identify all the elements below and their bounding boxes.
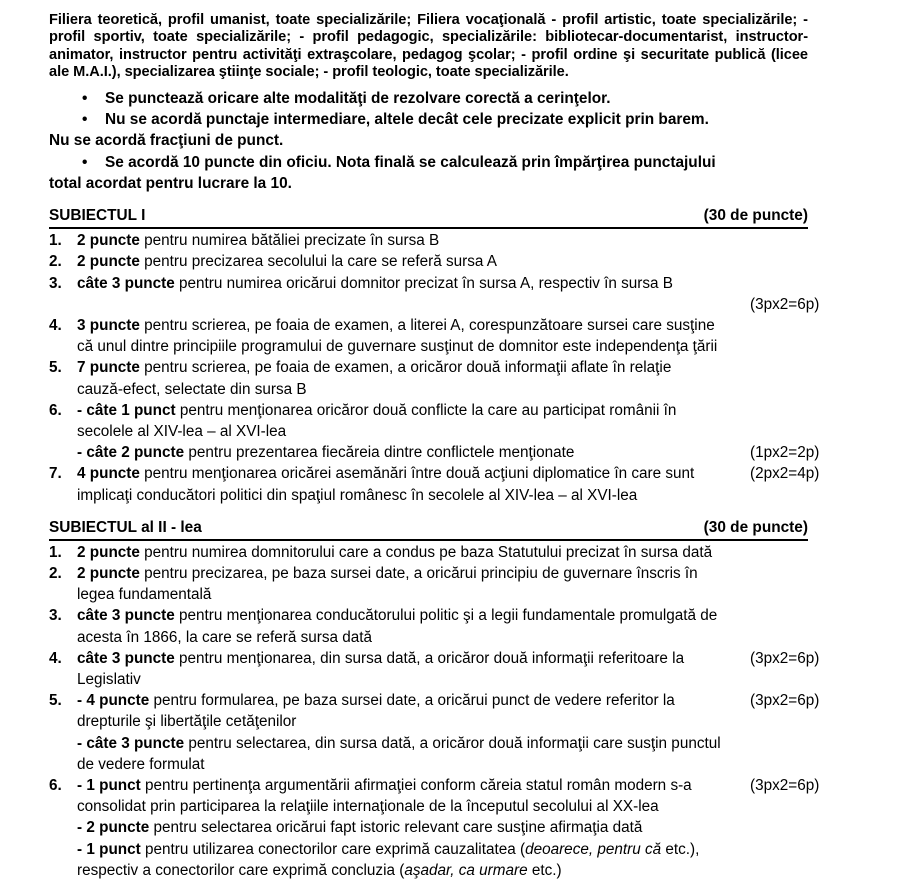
bullet-icon: • — [82, 110, 88, 128]
item-points-bold: - câte 2 puncte — [77, 444, 185, 462]
item-text — [77, 273, 808, 294]
item-points-bold: 7 puncte — [77, 359, 140, 377]
item-points-bold: 4 puncte — [77, 465, 140, 483]
item-text — [77, 357, 808, 378]
subiectul-1-item-list — [49, 230, 820, 506]
item-subtext-continued — [77, 860, 808, 881]
item-number: 3. — [49, 607, 62, 625]
item-text-continued: cauză-efect, selectate din sursa B — [77, 380, 307, 398]
item-body: pentru numirea bătăliei precizate în sursa B — [139, 232, 440, 250]
list-item — [49, 563, 808, 605]
item-points-annotation: (3px2=6p) — [750, 776, 820, 794]
bullet-item — [49, 109, 808, 152]
item-subbody: pentru prezentarea fiecăreia dintre conflictele menţionate — [184, 444, 575, 462]
item-subtext — [77, 817, 808, 838]
intro-paragraph: Filiera teoretică, profil umanist, toate specializările; Filiera vocaţională - profil artistic, toate specializările; - profil sportiv, toate specializările; - profil pedagogic, specializările: bibliotecar-documentarist, instructor-animator, instructor pentru activităţi extraşcolare, pedagog şcolar; - profil ordine şi securitate publică (licee ale M.A.I.), specializarea ştiinţe sociale; - profil teologic, toate specializările. — [49, 12, 808, 81]
item-text-continued: legea fundamentală — [77, 586, 212, 604]
bullet-text: Se acordă 10 puncte din oficiu. Nota finală se calculează prin împărţirea punctajului — [105, 153, 716, 171]
item-points-bold: - 1 punct — [77, 776, 141, 794]
item-number: 5. — [49, 359, 62, 377]
bullet-text-continued: Nu se acordă fracţiuni de punct. — [49, 132, 284, 150]
item-subbody: respectiv a conectorilor care exprimă concluzia ( — [77, 861, 405, 879]
item-points-annotation: (3px2=6p) — [750, 295, 820, 313]
item-text-continued: acesta în 1866, la care se referă sursa dată — [77, 628, 373, 646]
item-subtext — [77, 839, 808, 860]
item-body: pentru scrierea, pe foaia de examen, a literei A, corespunzătoare sursei care susţine — [139, 316, 715, 334]
section-heading-subiectul-2 — [49, 518, 808, 541]
bullet-icon: • — [82, 89, 88, 107]
item-text — [77, 463, 808, 484]
item-subtext — [77, 733, 808, 754]
item-number: 4. — [49, 316, 62, 334]
list-item — [49, 315, 808, 357]
item-text — [77, 690, 808, 711]
item-number: 5. — [49, 692, 62, 710]
item-body: pentru numirea oricărui domnitor precizat în sursa A, respectiv în sursa B — [174, 274, 673, 292]
item-text-continued: drepturile şi libertăţile cetăţenilor — [77, 713, 297, 731]
item-text-continued: consolidat prin participarea la relaţiile internaţionale de la începutul secolului al XX-lea — [77, 798, 659, 816]
item-subtext-continued: de vedere formulat — [77, 755, 205, 773]
item-text — [77, 775, 808, 796]
section-points: (30 de puncte) — [703, 207, 808, 225]
section-title: SUBIECTUL al II - lea — [49, 518, 202, 536]
item-body: pentru scrierea, pe foaia de examen, a oricăror două informaţii aflate în relaţie — [139, 359, 672, 377]
item-text — [77, 230, 808, 251]
item-points-bold: - 1 punct — [77, 840, 141, 858]
list-item — [49, 251, 808, 272]
item-subbody: pentru selectarea, din sursa dată, a oricăror două informaţii care susţin punctul — [184, 734, 721, 752]
bullet-text-continued: total acordat pentru lucrare la 10. — [49, 174, 292, 192]
general-rules-bullet-list — [49, 88, 808, 194]
item-number: 6. — [49, 401, 62, 419]
item-points-bold: câte 3 puncte — [77, 607, 175, 625]
section-points: (30 de puncte) — [703, 518, 808, 536]
italic-connector-example: aşadar, ca urmare — [404, 861, 528, 879]
item-text — [77, 648, 808, 669]
item-points-bold: 2 puncte — [77, 253, 140, 271]
item-points-bold: - câte 1 punct — [77, 401, 176, 419]
item-points-bold: 2 puncte — [77, 232, 140, 250]
item-number: 4. — [49, 649, 62, 667]
item-number: 2. — [49, 564, 62, 582]
item-text-continued: secolele al XIV-lea – al XVI-lea — [77, 422, 287, 440]
list-item — [49, 463, 808, 505]
list-item — [49, 357, 808, 399]
item-body: pentru precizarea, pe baza sursei date, a oricărui principiu de guvernare înscris în — [139, 564, 698, 582]
item-points-bold: 2 puncte — [77, 543, 140, 561]
bullet-text: Se punctează oricare alte modalităţi de rezolvare corectă a cerinţelor. — [105, 89, 611, 107]
item-points-annotation: (2px2=4p) — [750, 465, 820, 483]
item-subbody: pentru selectarea oricărui fapt istoric relevant care susţine afirmaţia dată — [149, 819, 643, 837]
item-text — [77, 563, 808, 584]
item-number: 1. — [49, 232, 62, 250]
italic-connector-example: deoarece, pentru că — [525, 840, 662, 858]
item-text — [77, 315, 808, 336]
item-text — [77, 542, 808, 563]
item-text-continued: implicaţi conducători politici din spaţiul românesc în secolele al XIV-lea – al XVI-lea — [77, 486, 638, 504]
item-points-annotation: (3px2=6p) — [750, 649, 820, 667]
item-points-bold: 2 puncte — [77, 564, 140, 582]
item-points-bold: - câte 3 puncte — [77, 734, 185, 752]
item-body: pentru precizarea secolului la care se referă sursa A — [139, 253, 498, 271]
item-points-bold: - 2 puncte — [77, 819, 150, 837]
item-text — [77, 251, 808, 272]
item-points-bold: - 4 puncte — [77, 692, 150, 710]
item-points-annotation: (1px2=2p) — [750, 444, 820, 462]
list-item — [49, 230, 808, 251]
item-body: pentru pertinenţa argumentării afirmaţiei conform căreia statul român modern s-a — [140, 776, 692, 794]
item-body: pentru numirea domnitorului care a condus pe baza Statutului precizat în sursa dată — [139, 543, 713, 561]
item-body: pentru menţionarea conducătorului politic şi a legii fundamentale promulgată de — [174, 607, 718, 625]
item-body: pentru menţionarea, din sursa dată, a oricăror două informaţii referitoare la — [174, 649, 685, 667]
item-text-continued: Legislativ — [77, 670, 141, 688]
item-points-bold: 3 puncte — [77, 316, 140, 334]
item-text — [77, 400, 808, 421]
section-heading-subiectul-1 — [49, 206, 808, 229]
item-subbody-tail: etc.) — [527, 861, 562, 879]
section-title: SUBIECTUL I — [49, 207, 146, 225]
item-body: pentru menţionarea oricăror două conflicte la care au participat românii în — [175, 401, 677, 419]
item-points-annotation: (3px2=6p) — [750, 692, 820, 710]
list-item — [49, 775, 808, 881]
subiectul-2-item-list — [49, 542, 820, 881]
item-points-bold: câte 3 puncte — [77, 274, 175, 292]
bullet-item — [49, 88, 808, 109]
item-subbody-tail: etc.), — [661, 840, 700, 858]
list-item — [49, 273, 820, 315]
item-number: 3. — [49, 274, 62, 292]
bullet-icon: • — [82, 153, 88, 171]
item-number: 6. — [49, 776, 62, 794]
item-number: 7. — [49, 465, 62, 483]
bullet-item — [49, 152, 808, 195]
item-number: 2. — [49, 253, 62, 271]
item-points-bold: câte 3 puncte — [77, 649, 175, 667]
item-body: pentru menţionarea oricărei asemănări între două acţiuni diplomatice în care sunt — [139, 465, 695, 483]
item-text-continued: că unul dintre principiile programului de guvernare susţinut de domnitor este independenţa ţării — [77, 338, 718, 356]
item-subbody: pentru utilizarea conectorilor care exprimă cauzalitatea ( — [140, 840, 526, 858]
item-subtext — [77, 442, 808, 463]
list-item — [49, 542, 808, 563]
item-body: pentru formularea, pe baza sursei date, a oricărui punct de vedere referitor la — [149, 692, 675, 710]
item-text — [77, 605, 808, 626]
bullet-text: Nu se acordă punctaje intermediare, altele decât cele precizate explicit prin barem. — [105, 110, 709, 128]
item-number: 1. — [49, 543, 62, 561]
